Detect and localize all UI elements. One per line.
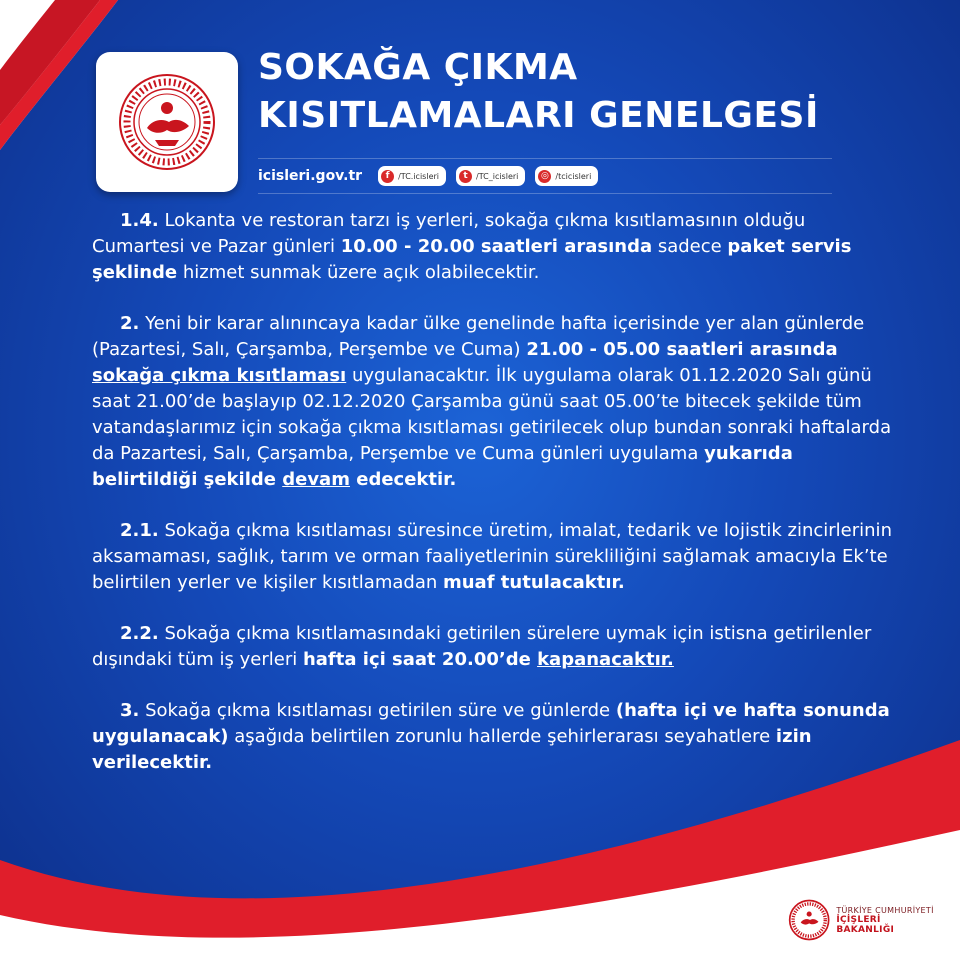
instagram-link[interactable] bbox=[535, 166, 598, 186]
paragraph-segment: Lokanta ve restoran tarzı iş yerleri, sokağa çıkma kısıtlamasının olduğu Cumartesi ve Pazar günleri bbox=[92, 210, 806, 257]
paragraph-5 bbox=[92, 698, 892, 776]
twitter-link[interactable] bbox=[456, 166, 525, 186]
paragraph-segment bbox=[537, 649, 674, 670]
social-bar bbox=[258, 158, 832, 194]
twitter-icon: t bbox=[459, 170, 472, 183]
paragraph-number: 2. bbox=[120, 313, 140, 334]
ministry-logo-card bbox=[96, 52, 238, 192]
paragraph-segment: sokağa çıkma kısıtlaması bbox=[92, 365, 347, 386]
twitter-handle: /TC_icisleri bbox=[476, 171, 519, 181]
paragraph-segment: (hafta içi ve hafta sonunda uygulanacak) bbox=[92, 700, 890, 747]
paragraph-segment: 21.00 - 05.00 saatleri arasında bbox=[526, 339, 838, 360]
paragraph-segment: hafta içi saat 20.00’de bbox=[302, 649, 538, 670]
footer-ministry: İÇİŞLERİ BAKANLIĞI bbox=[836, 914, 895, 935]
footer-seal-icon bbox=[788, 898, 830, 942]
paragraph-segment: Sokağa çıkma kısıtlaması süresince üretim, imalat, tedarik ve lojistik zincirlerinin aksamaması, sağlık, tarım ve orman faaliyetlerinin sürekliliğini sağlamak amacıyla Ek’te belirtilen yerler ve kişiler kısıtlamadan bbox=[92, 520, 892, 593]
paragraph-segment: hizmet sunmak üzere açık olabilecektir. bbox=[177, 262, 540, 283]
website-link[interactable]: icisleri.gov.tr bbox=[258, 168, 363, 184]
paragraph-segment: paket servis şeklinde bbox=[92, 236, 852, 283]
facebook-icon: f bbox=[381, 170, 394, 183]
footer-country: TÜRKİYE CUMHURİYETİ bbox=[836, 905, 934, 915]
paragraph-segment: kapanacaktır. bbox=[537, 649, 674, 670]
title-line-1: SOKAĞA ÇIKMA bbox=[258, 47, 578, 88]
paragraph-1 bbox=[92, 208, 892, 286]
ministry-seal-icon bbox=[117, 72, 217, 172]
paragraph-segment: muaf tutulacaktır. bbox=[442, 572, 625, 593]
paragraph-4 bbox=[92, 621, 892, 673]
paragraph-number: 2.1. bbox=[120, 520, 159, 541]
paragraph-segment: yukarıda belirtildiği şekilde bbox=[92, 443, 793, 490]
paragraph-segment bbox=[92, 365, 346, 386]
paragraph-number: 3. bbox=[120, 700, 140, 721]
paragraph-number: 2.2. bbox=[120, 623, 159, 644]
paragraph-segment: devam bbox=[282, 469, 350, 490]
facebook-handle: /TC.icisleri bbox=[398, 171, 440, 181]
paragraph-segment: izin verilecektir. bbox=[92, 726, 812, 773]
paragraph-segment bbox=[282, 469, 350, 490]
title-line-2: KISITLAMALARI GENELGESİ bbox=[258, 95, 819, 136]
paragraph-segment: Yeni bir karar alınıncaya kadar ülke genelinde hafta içerisinde yer alan günlerde (Pazartesi, Salı, Çarşamba, Perşembe ve Cuma) bbox=[92, 313, 865, 360]
paragraph-segment: aşağıda belirtilen zorunlu hallerde şehirlerarası seyahatlere bbox=[228, 726, 776, 747]
facebook-link[interactable] bbox=[378, 166, 446, 186]
paragraph-3 bbox=[92, 518, 892, 596]
paragraph-number: 1.4. bbox=[120, 210, 159, 231]
paragraph-segment: edecektir. bbox=[349, 469, 457, 490]
paragraph-segment: sadece bbox=[652, 236, 728, 257]
footer-ministry-logo bbox=[788, 896, 938, 944]
instagram-handle: /tcicisleri bbox=[555, 171, 592, 181]
paragraph-segment: Sokağa çıkma kısıtlamasındaki getirilen sürelere uymak için istisna getirilenler dışındaki tüm iş yerleri bbox=[92, 623, 872, 670]
paragraph-segment: 10.00 - 20.00 saatleri arasında bbox=[340, 236, 653, 257]
paragraph-2 bbox=[92, 311, 892, 493]
paragraph-segment: uygulanacaktır. İlk uygulama olarak 01.12.2020 Salı günü saat 21.00’de başlayıp 02.12.2020 Çarşamba günü saat 05.00’te bitecek şekilde tüm vatandaşlarımız için sokağa çıkma kısıtlaması getirilecek olup bundan sonraki haftalarda da Pazartesi, Salı, Çarşamba, Perşembe ve Cuma günleri uygulama bbox=[92, 365, 892, 464]
instagram-icon: ◎ bbox=[538, 170, 551, 183]
paragraph-segment: Sokağa çıkma kısıtlaması getirilen süre ve günlerde bbox=[139, 700, 616, 721]
announcement-body bbox=[92, 208, 892, 801]
page-title bbox=[258, 44, 819, 140]
